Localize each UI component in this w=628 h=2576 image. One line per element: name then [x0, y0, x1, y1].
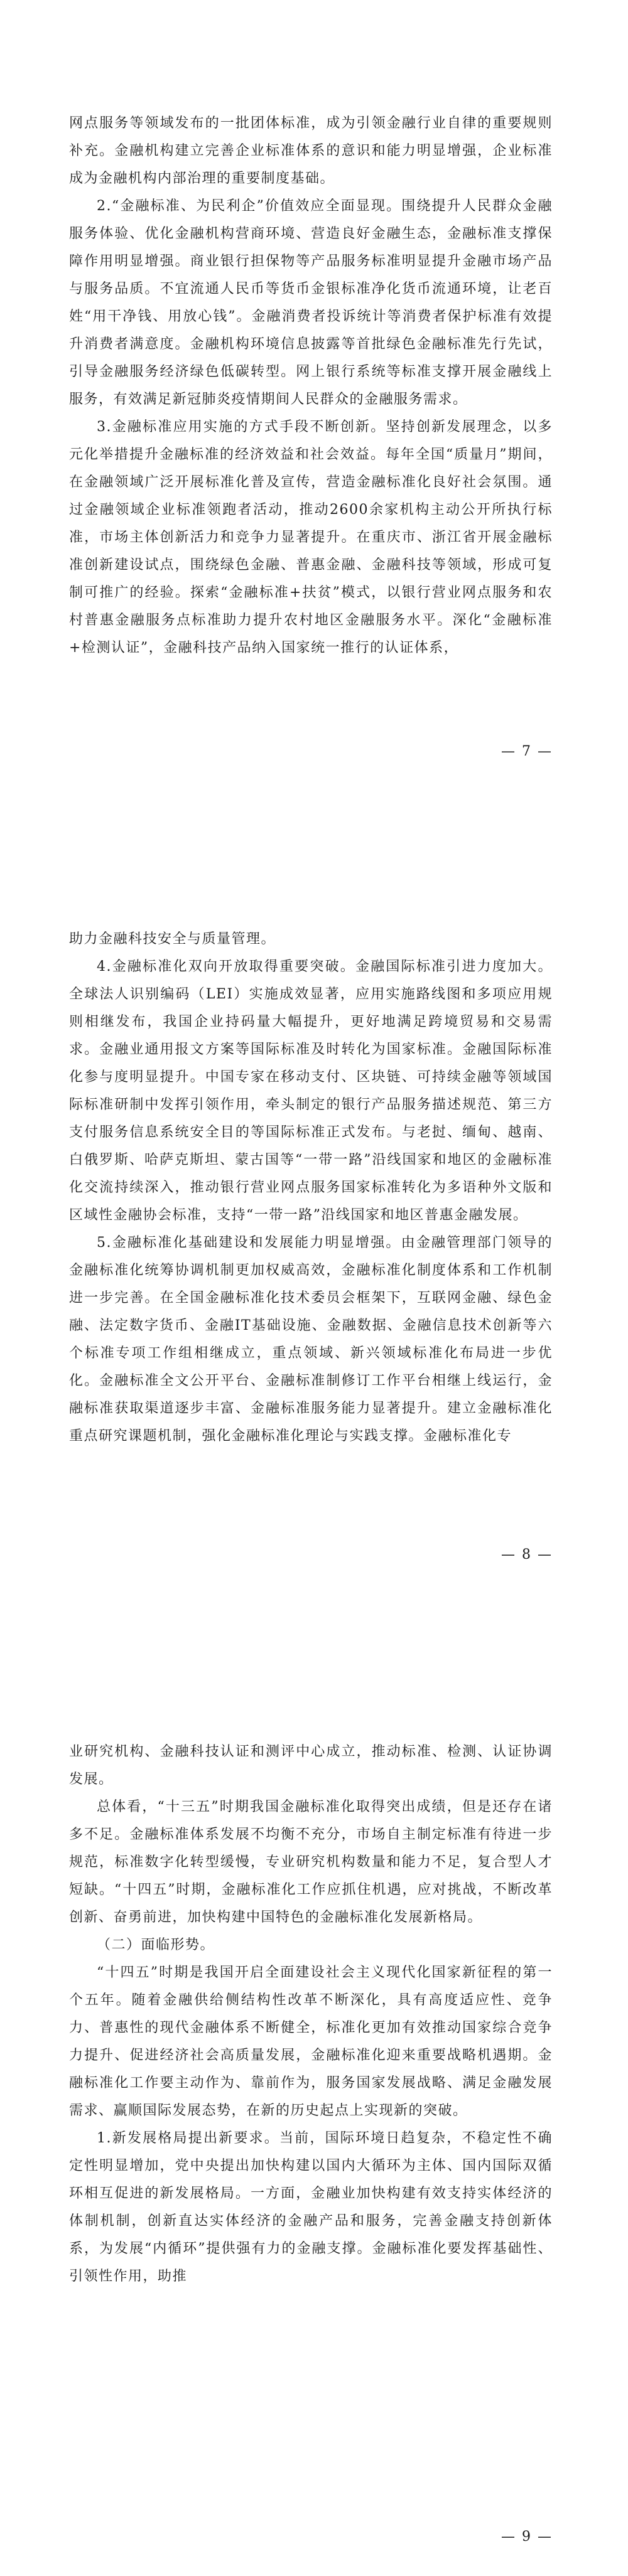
page-number: — 9 — [501, 2529, 553, 2545]
page-number: — 8 — [501, 1547, 553, 1563]
paragraph: 3.金融标准应用实施的方式手段不断创新。坚持创新发展理念，以多元化举措提升金融标准的经济效益和社会效益。每年全国“质量月”期间，在金融领域广泛开展标准化普及宣传，营造金融标准化良好社会氛围。通过金融领域企业标准领跑者活动，推动2600余家机构主动公开所执行标准，市场主体创新活力和竞争力显著提升。在重庆市、浙江省开展金融标准创新建设试点，围绕绿色金融、普惠金融、金融科技等领域，形成可复制可推广的经验。探索“金融标准+扶贫”模式，以银行营业网点服务和农村普惠金融服务点标准助力提升农村地区金融服务水平。深化“金融标准+检测认证”，金融科技产品纳入国家统一推行的认证体系， [69, 419, 553, 656]
page-8 [0, 926, 628, 1450]
paragraph: 5.金融标准化基础建设和发展能力明显增强。由金融管理部门领导的金融标准化统筹协调机制更加权威高效，金融标准化制度体系和工作机制进一步完善。在全国金融标准化技术委员会框架下，互联网金融、绿色金融、法定数字货币、金融IT基础设施、金融数据、金融信息技术创新等六个标准专项工作组相继成立，重点领域、新兴领域标准化布局进一步优化。金融标准全文公开平台、金融标准制修订工作平台相继上线运行，金融标准获取渠道逐步丰富、金融标准服务能力显著提升。建立金融标准化重点研究课题机制，强化金融标准化理论与实践支撑。金融标准化专 [69, 1235, 553, 1444]
page-9 [0, 1738, 628, 2290]
paragraph: 网点服务等领域发布的一批团体标准，成为引领金融行业自律的重要规则补充。金融机构建立完善企业标准体系的意识和能力明显增强，企业标准成为金融机构内部治理的重要制度基础。 [69, 115, 553, 186]
paragraph: 总体看，“十三五”时期我国金融标准化取得突出成绩，但是还存在诸多不足。金融标准体系发展不均衡不充分，市场自主制定标准有待进一步规范，标准数字化转型缓慢，专业研究机构数量和能力不足，复合型人才短缺。“十四五”时期，金融标准化工作应抓住机遇，应对挑战，不断改革创新、奋勇前进，加快构建中国特色的金融标准化发展新格局。 [69, 1799, 553, 1925]
paragraph: 助力金融科技安全与质量管理。 [69, 931, 276, 947]
paragraph: 2.“金融标准、为民利企”价值效应全面显现。围绕提升人民群众金融服务体验、优化金融机构营商环境、营造良好金融生态，金融标准支撑保障作用明显增强。商业银行担保物等产品服务标准明显提升金融市场产品与服务品质。不宜流通人民币等货币金银标准净化货币流通环境，让老百姓“用干净钱、用放心钱”。金融消费者投诉统计等消费者保护标准有效提升消费者满意度。金融机构环境信息披露等首批绿色金融标准先行先试，引导金融服务经济绿色低碳转型。网上银行系统等标准支撑开展金融线上服务，有效满足新冠肺炎疫情期间人民群众的金融服务需求。 [69, 198, 553, 407]
page-number: — 7 — [501, 744, 553, 759]
paragraph: 4.金融标准化双向开放取得重要突破。金融国际标准引进力度加大。全球法人识别编码（LEI）实施成效显著，应用实施路线图和多项应用规则相继发布，我国企业持码量大幅提升，更好地满足跨境贸易和交易需求。金融业通用报文方案等国际标准及时转化为国家标准。金融国际标准化参与度明显提升。中国专家在移动支付、区块链、可持续金融等领域国际标准研制中发挥引领作用，牵头制定的银行产品服务描述规范、第三方支付服务信息系统安全目的等国际标准正式发布。与老挝、缅甸、越南、白俄罗斯、哈萨克斯坦、蒙古国等“一带一路”沿线国家和地区的金融标准化交流持续深入，推动银行营业网点服务国家标准转化为多语种外文版和区域性金融协会标准，支持“一带一路”沿线国家和地区普惠金融发展。 [69, 959, 553, 1223]
page-7 [0, 110, 628, 662]
paragraph: “十四五”时期是我国开启全面建设社会主义现代化国家新征程的第一个五年。随着金融供给侧结构性改革不断深化，具有高度适应性、竞争力、普惠性的现代金融体系不断健全，标准化更加有效推动国家综合竞争力提升、促进经济社会高质量发展，金融标准化迎来重要战略机遇期。金融标准化工作要主动作为、靠前作为，服务国家发展战略、满足金融发展需求、赢顺国际发展态势，在新的历史起点上实现新的突破。 [69, 1965, 553, 2119]
paragraph: 1.新发展格局提出新要求。当前，国际环境日趋复杂，不稳定性不确定性明显增加，党中央提出加快构建以国内大循环为主体、国内国际双循环相互促进的新发展格局。一方面，金融业加快构建有效支持实体经济的体制机制，创新直达实体经济的金融产品和服务，完善金融支持创新体系，为发展“内循环”提供强有力的金融支撑。金融标准化要发挥基础性、引领性作用，助推 [69, 2130, 553, 2284]
section-heading: （二）面临形势。 [97, 1937, 215, 1953]
paragraph: 业研究机构、金融科技认证和测评中心成立，推动标准、检测、认证协调发展。 [69, 1744, 553, 1787]
